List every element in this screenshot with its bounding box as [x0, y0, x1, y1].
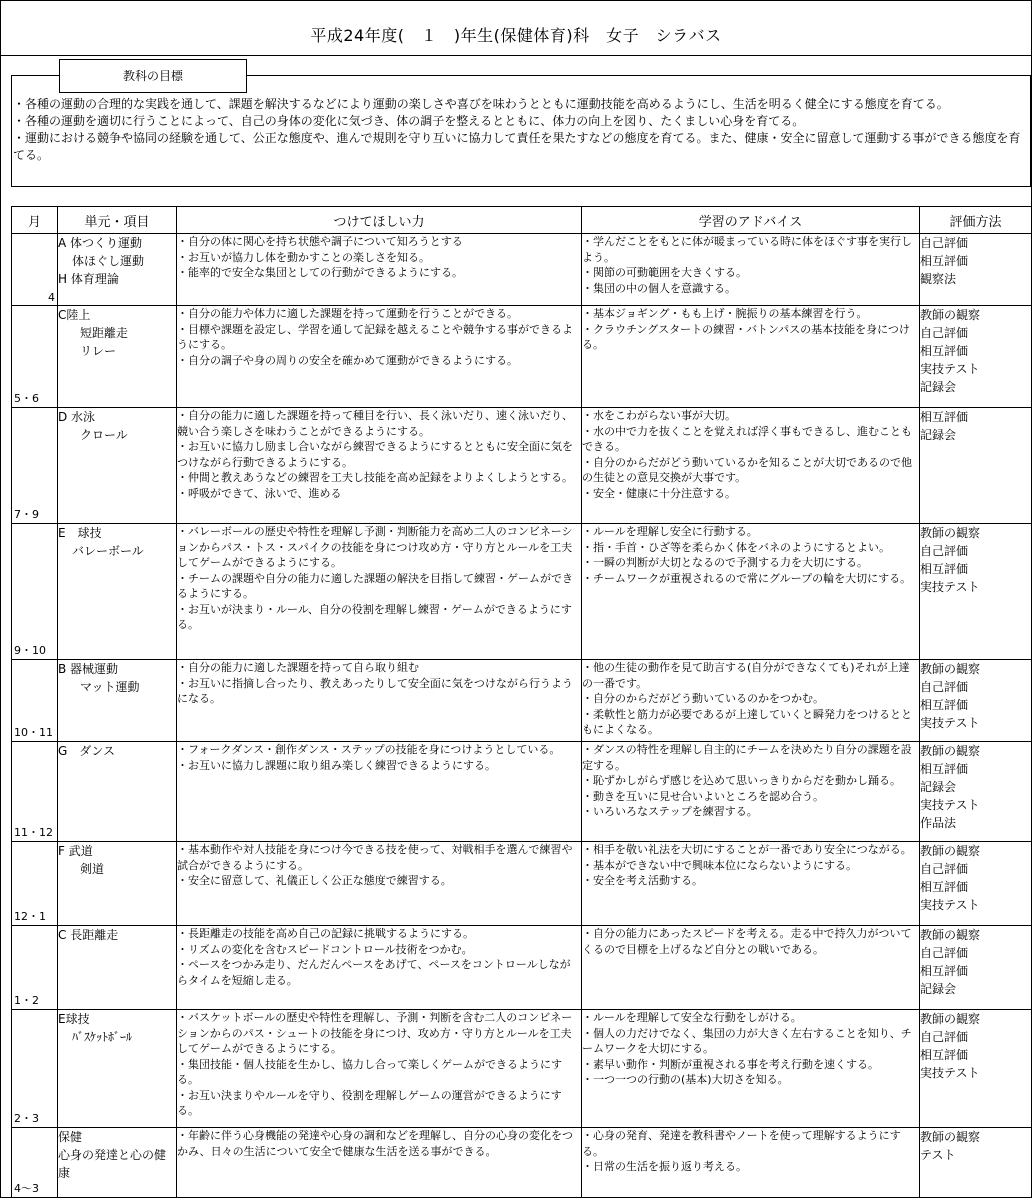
advice-cell — [582, 742, 920, 842]
goals-text — [13, 96, 1025, 164]
advice-cell — [582, 408, 920, 524]
advice-item: ・水をこわがらない事が大切。 — [582, 409, 736, 422]
eval-item: 教師の観察 — [920, 1130, 981, 1144]
table-row — [12, 306, 1032, 408]
advice-item: ・個人の力だけでなく、集団の力が大きく左右することを知り、チームワークを大切にする。 — [582, 1026, 912, 1055]
eval-item: 実技テスト — [920, 798, 980, 812]
advice-item: ・自分のからだがどう動いているかを知ることが大切であるので他の生徒との意見交換が大事です。 — [582, 455, 912, 484]
eval-item: 相互評価 — [920, 964, 969, 978]
unit-cell — [58, 926, 177, 1010]
skill-item: ・バレーボールの歴史や特性を理解し予測・判断能力を高め二人のコンビネーションからパス・トス・スパイクの技能を身につけ攻め方・守り方とルールを工夫してゲームができるようにする。 — [177, 525, 573, 569]
skill-item: ・自分の能力に適した課題を持って自ら取り組む — [177, 661, 419, 674]
advice-item: ・ルールを理解して安全な行動をしがける。 — [582, 1011, 802, 1024]
advice-item: ・一瞬の判断が大切となるので予測する力を大切にする。 — [582, 556, 868, 569]
advice-item: ・恥ずかしがらず感じを込めて思いっきりからだを動かし踊る。 — [582, 774, 901, 787]
month-cell — [12, 660, 58, 742]
skill-item: ・呼吸ができて、泳いで、進める — [177, 486, 342, 500]
skill-item: ・お互いに協力し課題に取り組み楽しく練習できるようにする。 — [177, 758, 496, 772]
eval-item: 自己評価 — [920, 946, 969, 960]
unit-line: マット運動 — [80, 680, 140, 694]
table-row — [12, 742, 1032, 842]
eval-cell — [920, 408, 1032, 524]
month-cell — [12, 1128, 58, 1198]
eval-item: 自己評価 — [920, 680, 969, 694]
advice-cell — [582, 660, 920, 742]
unit-cell — [58, 1128, 177, 1198]
goal-item: ・各種の運動を適切に行うことによって、自己の身体の変化に気づき、体の調子を整えるとともに、体力の向上を図り、たくましい心身を育てる。 — [13, 114, 805, 128]
skill-item: ・リズムの変化を含むスピードコントロール技術をつかむ。 — [177, 942, 473, 956]
month-cell — [12, 1010, 58, 1128]
eval-cell — [920, 742, 1032, 842]
month-label: 1・2 — [14, 994, 39, 1007]
advice-item: ・安全を考え活動する。 — [582, 874, 703, 887]
month-label: 11・12 — [14, 826, 53, 839]
eval-cell — [920, 1010, 1032, 1128]
table-row — [12, 926, 1032, 1010]
unit-line: C陸上 — [58, 308, 91, 322]
unit-cell — [58, 1010, 177, 1128]
eval-item: 自己評価 — [920, 236, 969, 250]
advice-item: ・ダンスの特性を理解し自主的にチームを決めたり自分の課題を設定する。 — [582, 743, 912, 772]
skill-item: ・集団技能・個人技能を生かし、協力し合って楽しくゲームができるようにする。 — [177, 1057, 562, 1086]
advice-item: ・自分のからだがどう動いているのかをつかむ。 — [582, 692, 824, 705]
eval-item: 教師の観察 — [920, 526, 981, 540]
table-header-row — [12, 207, 1032, 234]
skill-item: ・自分の能力に適した課題を持って種目を行い、長く泳いだり、速く泳いだり、競い合う楽しさを味わうことができるようにする。 — [177, 409, 573, 438]
unit-cell — [58, 842, 177, 926]
month-cell — [12, 742, 58, 842]
unit-line: 心身の発達と心の健康 — [58, 1148, 167, 1180]
advice-item: ・基本ができない中で興味本位にならないようにする。 — [582, 858, 857, 872]
eval-cell — [920, 234, 1032, 306]
advice-item: ・ルールを理解し安全に行動する。 — [582, 525, 758, 538]
skills-cell — [177, 742, 582, 842]
advice-item: ・いろいろなステップを練習する。 — [582, 805, 758, 818]
eval-item: 観察法 — [920, 272, 957, 286]
eval-item: 記録会 — [920, 380, 957, 394]
advice-item: ・一つ一つの行動の(基本)大切さを知る。 — [582, 1073, 789, 1086]
eval-item: 教師の観察 — [920, 744, 981, 758]
month-cell — [12, 306, 58, 408]
table-row — [12, 842, 1032, 926]
eval-item: 相互評価 — [920, 1048, 969, 1062]
advice-cell — [582, 1128, 920, 1198]
advice-item: ・自分の能力にあったスピードを考える。走る中で持久力がついてくるので目標を上げるなど自分との戦いである。 — [582, 927, 912, 956]
month-label: 10・11 — [14, 726, 53, 739]
advice-item: ・学んだことをもとに体が暖まっている時に体をほぐす事を実行しよう。 — [582, 235, 912, 264]
month-label: 12・1 — [14, 910, 46, 923]
skill-item: ・お互い決まりやルールを守り、役割を理解しゲームの運営ができるようにする。 — [177, 1088, 562, 1117]
advice-cell — [582, 234, 920, 306]
skill-item: ・フォークダンス・創作ダンス・ステップの技能を身につけようとしている。 — [177, 743, 561, 756]
month-label: 4 — [48, 291, 55, 304]
eval-cell — [920, 842, 1032, 926]
skill-item: ・自分の能力や体力に適した課題を持って運動を行うことができる。 — [177, 307, 518, 320]
skill-item: ・お互いに協力し励まし合いながら練習できるようにするとともに安全面に気をつけながら行動できるようにする。 — [177, 440, 573, 469]
month-label: 2・3 — [14, 1112, 39, 1125]
eval-item: 教師の観察 — [920, 308, 981, 322]
skill-item: ・自分の体に関心を持ち状態や調子について知ろうとする — [177, 235, 463, 248]
table-row — [12, 408, 1032, 524]
eval-item: テスト — [920, 1148, 956, 1162]
eval-cell — [920, 1128, 1032, 1198]
skill-item: ・バスケットボールの歴史や特性を理解し、予測・判断を含む二人のコンビネーションからのパス・シュートの技能を身につけ、攻め方・守り方とルールを工夫してゲームができるようにする。 — [177, 1011, 573, 1055]
month-cell — [12, 842, 58, 926]
unit-line: B 器械運動 — [58, 662, 119, 676]
table-row — [12, 660, 1032, 742]
unit-line: リレー — [80, 344, 117, 358]
unit-line: 剣道 — [80, 862, 105, 876]
month-label: 9・10 — [14, 644, 46, 657]
skill-item: ・自分の調子や身の周りの安全を確かめて運動ができるようにする。 — [177, 353, 518, 367]
skills-cell — [177, 524, 582, 660]
eval-cell — [920, 660, 1032, 742]
eval-cell — [920, 306, 1032, 408]
unit-line: 保健 — [58, 1130, 83, 1144]
unit-line: C 長距離走 — [58, 928, 119, 942]
skills-cell — [177, 1128, 582, 1198]
unit-cell — [58, 234, 177, 306]
advice-item: ・心身の発育、発達を教科書やノートを使って理解するようにする。 — [582, 1129, 901, 1158]
goal-item: ・各種の運動の合理的な実践を通して、課題を解決するなどにより運動の楽しさや喜びを味わうとともに運動技能を高めるようにし、生活を明るく健全にする態度を育てる。 — [13, 97, 949, 111]
eval-item: 自己評価 — [920, 544, 969, 558]
table-row — [12, 1128, 1032, 1198]
advice-item: ・柔軟性と筋力が必要であるが上達していくと瞬発力をつけるとともによくなる。 — [582, 707, 912, 736]
advice-cell — [582, 1010, 920, 1128]
page-title: 平成24年度( １ )年生(保健体育)科 女子 シラバス — [310, 26, 722, 45]
skill-item: ・年齢に伴う心身機能の発達や心身の調和などを理解し、自分の心身の変化をつかみ、日々の生活について安全で健康な生活を送る事ができる。 — [177, 1129, 573, 1158]
eval-item: 教師の観察 — [920, 844, 981, 858]
skill-item: ・長距離走の技能を高め自己の記録に挑戦するようにする。 — [177, 927, 474, 940]
month-cell — [12, 234, 58, 306]
eval-item: 相互評価 — [920, 254, 969, 268]
eval-item: 作品法 — [920, 816, 957, 830]
goal-item: ・運動における競争や協同の経験を通して、公正な態度や、進んで規則を守り互いに協力して責任を果たすなどの態度を育てる。また、健康・安全に留意して運動する事ができる態度を育てる。 — [13, 131, 1021, 162]
eval-item: 実技テスト — [920, 716, 980, 730]
advice-item: ・相手を敬い礼法を大切にすることが一番であり安全につながる。 — [582, 843, 912, 856]
table-row — [12, 524, 1032, 660]
eval-item: 相互評価 — [920, 880, 969, 894]
skills-cell — [177, 660, 582, 742]
skill-item: ・お互いが決まり・ルール、自分の役割を理解し練習・ゲームができるようにする。 — [177, 602, 572, 631]
syllabus-table — [11, 206, 1032, 1198]
skills-cell — [177, 234, 582, 306]
eval-item: 実技テスト — [920, 580, 980, 594]
month-cell — [12, 926, 58, 1010]
eval-cell — [920, 524, 1032, 660]
unit-cell — [58, 408, 177, 524]
advice-item: ・チームワークが重視されるので常にグループの輪を大切にする。 — [582, 571, 912, 585]
advice-item: ・基本ジョギング・もも上げ・腕振りの基本練習を行う。 — [582, 307, 868, 320]
eval-item: 記録会 — [920, 428, 957, 442]
eval-item: 自己評価 — [920, 1030, 969, 1044]
unit-line: G ダンス — [58, 744, 116, 758]
unit-line: バレーボール — [72, 544, 144, 558]
advice-cell — [582, 842, 920, 926]
unit-line: ﾊﾞｽｹｯﾄﾎﾞｰﾙ — [72, 1030, 133, 1044]
title-divider — [1, 55, 1031, 56]
skill-item: ・目標や課題を設定し、学習を通して記録を越えることや競争する事ができるようにする。 — [177, 322, 573, 351]
advice-item: ・クラウチングスタートの練習・バトンパスの基本技能を身につける。 — [582, 322, 910, 351]
unit-line: 体ほぐし運動 — [72, 254, 145, 268]
eval-cell — [920, 926, 1032, 1010]
skill-item: ・基本動作や対人技能を身につけ今できる技を使って、対戦相手を選んで練習や試合ができるようにする。 — [177, 843, 573, 872]
skills-cell — [177, 408, 582, 524]
table-row — [12, 234, 1032, 306]
header-advice: 学習のアドバイス — [582, 207, 920, 234]
unit-line: D 水泳 — [58, 410, 96, 424]
advice-cell — [582, 524, 920, 660]
eval-item: 実技テスト — [920, 898, 980, 912]
skill-item: ・安全に留意して、礼儀正しく公正な態度で練習する。 — [177, 874, 452, 887]
eval-item: 教師の観察 — [920, 1012, 981, 1026]
eval-item: 相互評価 — [920, 562, 969, 576]
unit-line: 短距離走 — [80, 326, 129, 340]
advice-item: ・安全・健康に十分注意する。 — [582, 486, 736, 500]
skills-cell — [177, 306, 582, 408]
advice-item: ・素早い動作・判断が重視される事を考え行動を速くする。 — [582, 1057, 879, 1071]
header-skills: つけてほしい力 — [177, 207, 582, 234]
advice-cell — [582, 306, 920, 408]
month-cell — [12, 408, 58, 524]
month-label: 4～3 — [14, 1182, 39, 1195]
advice-item: ・日常の生活を振り返り考える。 — [582, 1160, 747, 1173]
eval-item: 相互評価 — [920, 698, 969, 712]
header-eval: 評価方法 — [920, 207, 1032, 234]
month-label: 7・9 — [14, 508, 39, 521]
skills-cell — [177, 1010, 582, 1128]
goals-label: 教科の目標 — [59, 59, 247, 93]
month-cell — [12, 524, 58, 660]
eval-item: 記録会 — [920, 982, 957, 996]
skill-item: ・ペースをつかみ走り、だんだんペースをあげて、ペースをコントロールしながらタイムを短縮し走る。 — [177, 958, 571, 987]
eval-item: 相互評価 — [920, 410, 969, 424]
skill-item: ・仲間と教えあうなどの練習を工夫し技能を高め記録をよりよくしようとする。 — [177, 471, 573, 484]
eval-item: 教師の観察 — [920, 662, 981, 676]
skill-item: ・チームの課題や自分の能力に適した課題の解決を目指して練習・ゲームができるようにする。 — [177, 571, 573, 600]
advice-cell — [582, 926, 920, 1010]
month-label: 5・6 — [14, 392, 39, 405]
eval-item: 実技テスト — [920, 1066, 980, 1080]
advice-item: ・関節の可動範囲を大きくする。 — [582, 266, 747, 279]
eval-item: 記録会 — [920, 780, 957, 794]
skills-cell — [177, 926, 582, 1010]
eval-item: 相互評価 — [920, 762, 969, 776]
advice-item: ・動きを互いに見せ合いよいところを認め合う。 — [582, 789, 824, 803]
header-unit: 単元・項目 — [58, 207, 177, 234]
eval-item: 相互評価 — [920, 344, 969, 358]
unit-cell — [58, 524, 177, 660]
eval-item: 実技テスト — [920, 362, 980, 376]
unit-line: A 体つくり運動 — [58, 236, 143, 250]
unit-line: クロール — [80, 428, 128, 442]
header-month: 月 — [12, 207, 58, 234]
unit-line: H 体育理論 — [58, 272, 119, 286]
skill-item: ・お互いが協力し体を動かすことの楽しさを知る。 — [177, 250, 430, 264]
table-row — [12, 1010, 1032, 1128]
unit-cell — [58, 306, 177, 408]
unit-line: F 武道 — [58, 844, 93, 858]
eval-item: 自己評価 — [920, 862, 969, 876]
advice-item: ・指・手首・ひざ等を柔らかく体をバネのようにするとよい。 — [582, 540, 890, 554]
skill-item: ・能率的で安全な集団としての行動ができるようにする。 — [177, 266, 463, 279]
advice-item: ・水の中で力を抜くことを覚えれば浮く事もできるし、進むこともできる。 — [582, 424, 912, 453]
eval-item: 教師の観察 — [920, 928, 981, 942]
eval-item: 自己評価 — [920, 326, 969, 340]
skill-item: ・お互いに指摘し合ったり、教えあったりして安全面に気をつけながら行うようになる。 — [177, 676, 573, 705]
unit-line: E 球技 — [58, 526, 102, 540]
unit-cell — [58, 742, 177, 842]
advice-item: ・他の生徒の動作を見て助言する(自分ができなくても)それが上達の一番です。 — [582, 661, 910, 690]
skills-cell — [177, 842, 582, 926]
advice-item: ・集団の中の個人を意識する。 — [582, 281, 736, 295]
unit-line: E球技 — [58, 1012, 90, 1026]
unit-cell — [58, 660, 177, 742]
